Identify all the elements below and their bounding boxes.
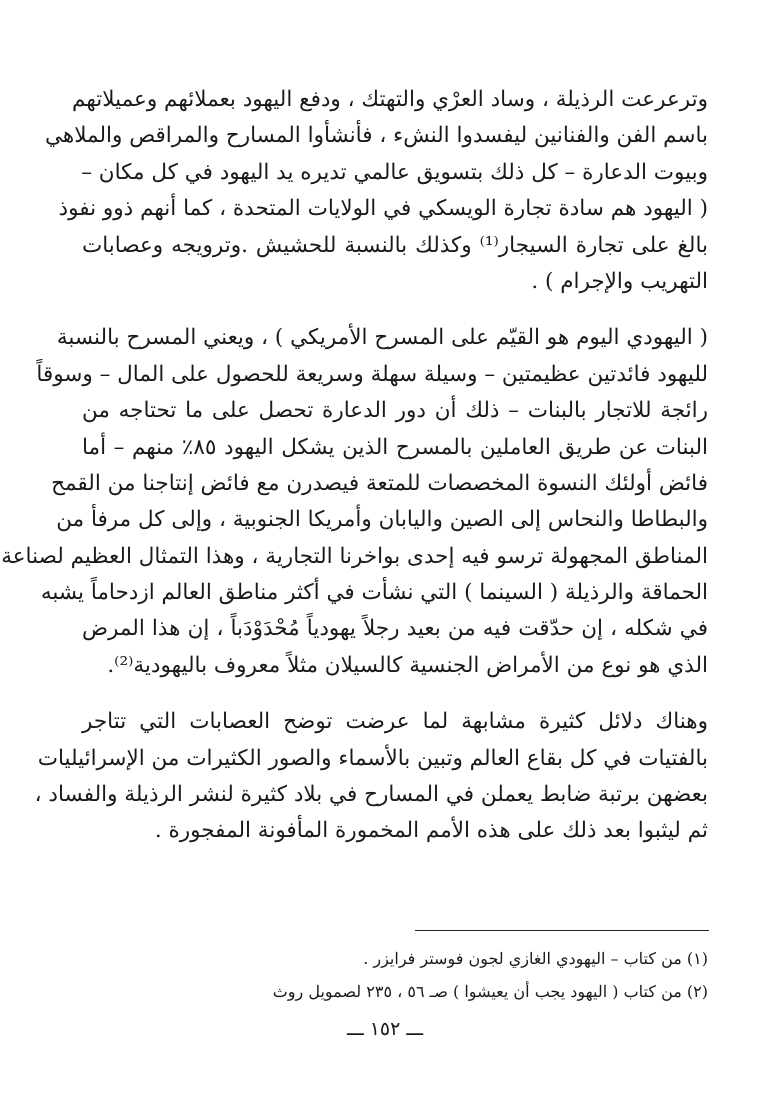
text-line: ثم ليثبوا بعد ذلك على هذه الأمم المخمورة المأفونة المفجورة . <box>154 818 708 844</box>
text-line: الذي هو نوع من الأمراض الجنسية كالسيلان مثلاً معروف باليهودية⁽²⁾. <box>107 652 708 678</box>
paragraph-gap <box>82 684 708 704</box>
footnote-divider <box>415 930 709 931</box>
text-line: لليهود فائدتين عظيمتين – وسيلة سهلة وسريعة للحصول على المال – وسوقاً <box>36 361 708 387</box>
text-line: وبيوت الدعارة – كل ذلك بتسويق عالمي تديره يد اليهود في كل مكان – <box>81 159 708 185</box>
text-line: بالغ على تجارة السيجار⁽¹⁾ وكذلك بالنسبة للحشيش .وترويجه وعصابات <box>82 232 708 258</box>
paragraph-3 <box>34 704 708 850</box>
text-line: فائض أولئك النسوة المخصصات للمتعة فيصدرن مع فائض إنتاجنا من القمح <box>51 470 708 496</box>
page-body <box>1 82 708 850</box>
text-line: البنات عن طريق العاملين بالمسرح الذين يشكل اليهود ٨٥٪ منهم – أما <box>82 434 708 460</box>
text-line: المناطق المجهولة ترسو فيه إحدى بواخرنا التجارية ، وهذا التمثال العظيم لصناعة <box>1 543 708 569</box>
text-line: بالفتيات في كل بقاع العالم وتبين بالأسماء والصور الكثيرات من الإسرائيليات <box>37 745 708 771</box>
footnotes <box>120 942 708 1008</box>
footnote-2: (٢) من كتاب ( اليهود يجب أن يعيشوا ) صـ ٥٦ ، ٢٣٥ لصمويل روث <box>272 982 708 1001</box>
text-line: التهريب والإجرام ) . <box>531 268 708 294</box>
text-line: وهناك دلائل كثيرة مشابهة لما عرضت توضح العصابات التي تتاجر <box>82 709 708 735</box>
text-line: الحماقة والرذيلة ( السينما ) التي نشأت في أكثر مناطق العالم ازدحاماً يشبه <box>40 580 708 606</box>
text-line: والبطاطا والنحاس إلى الصين واليابان وأمريكا الجنوبية ، وإلى كل مرفأ من <box>56 507 708 533</box>
paragraph-1 <box>44 82 708 300</box>
footnote-1: (١) من كتاب – اليهودي الغازي لجون فوستر فرايزر . <box>363 949 708 968</box>
paragraph-2 <box>1 320 708 684</box>
text-line: وترعرعت الرذيلة ، وساد العرْي والتهتك ، ودفع اليهود بعملائهم وعميلاتهم <box>72 87 708 112</box>
text-line: بعضهن برتبة ضابط يعملن في المسارح في بلاد كثيرة لنشر الرذيلة والفساد ، <box>34 782 708 808</box>
text-line: رائجة للاتجار بالبنات – ذلك أن دور الدعارة تحصل على ما تحتاجه من <box>82 398 708 424</box>
text-line: باسم الفن والفنانين ليفسدوا النشء ، فأنشأوا المسارح والمراقص والملاهي <box>44 123 708 149</box>
page-number: ـــ ١٥٢ ـــ <box>346 1018 424 1040</box>
text-line: في شكله ، إن حدّقت فيه من بعيد رجلاً يهودياً مُحْدَوْدَباً ، إن هذا المرض <box>82 616 708 642</box>
text-line: ( اليهودي اليوم هو القيّم على المسرح الأمريكي ) ، ويعني المسرح بالنسبة <box>56 325 708 351</box>
text-line: ( اليهود هم سادة تجارة الويسكي في الولايات المتحدة ، كما أنهم ذوو نفوذ <box>58 196 708 222</box>
paragraph-gap <box>82 300 708 320</box>
